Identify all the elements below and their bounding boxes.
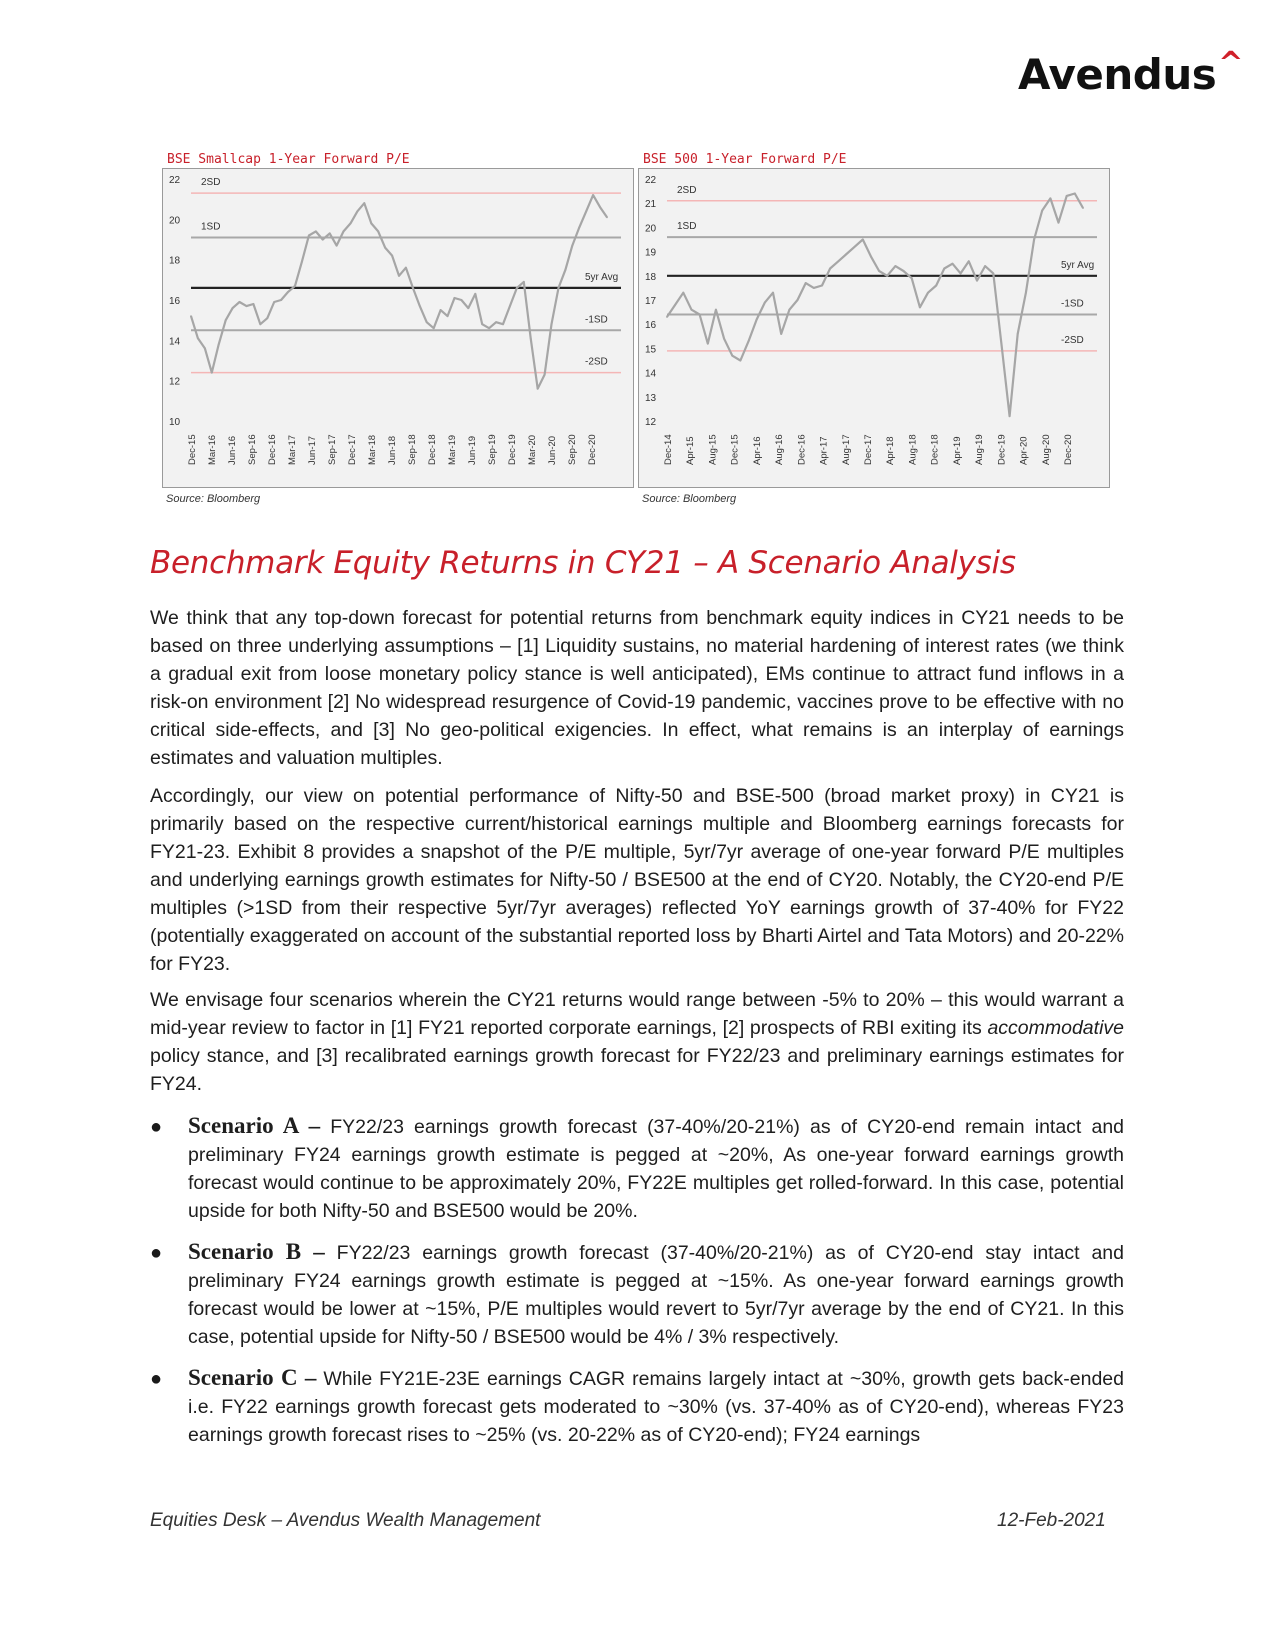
- paragraph-scenarios: [150, 986, 1124, 1098]
- y-tick-label: 16: [169, 296, 181, 307]
- chart-smallcap-pe: [162, 168, 634, 488]
- data-point: [837, 260, 839, 262]
- x-tick-label: Dec-15: [187, 434, 198, 465]
- data-point: [715, 309, 717, 311]
- x-tick-label: Mar-19: [447, 434, 458, 465]
- data-point: [530, 337, 532, 339]
- y-tick-label: 17: [645, 296, 657, 307]
- data-point: [447, 315, 449, 317]
- y-tick-label: 12: [169, 376, 181, 388]
- data-point: [886, 275, 888, 277]
- reference-line-label: 1SD: [201, 221, 221, 233]
- data-point: [253, 303, 255, 305]
- data-point: [606, 216, 608, 218]
- data-point: [467, 307, 469, 309]
- avendus-logo: [1018, 46, 1243, 99]
- data-point: [935, 285, 937, 287]
- data-point: [509, 305, 511, 307]
- chart-title-smallcap: BSE Smallcap 1-Year Forward P/E: [167, 152, 410, 167]
- data-point: [780, 333, 782, 335]
- data-point: [764, 302, 766, 304]
- data-point: [211, 372, 213, 374]
- data-point: [350, 222, 352, 224]
- data-point: [976, 280, 978, 282]
- x-tick-label: Dec-16: [267, 434, 278, 465]
- chart-source-bse500: Source: Bloomberg: [642, 493, 737, 505]
- reference-line-label: -1SD: [1061, 298, 1084, 310]
- chart-title-bse500: BSE 500 1-Year Forward P/E: [643, 152, 847, 167]
- x-tick-label: Dec-17: [347, 434, 358, 465]
- data-point: [558, 287, 560, 289]
- bullet-text: [188, 1238, 1124, 1351]
- paragraph-scenarios-part1: We envisage four scenarios wherein the CY21 returns would range between -5% to 20% – this would warrant a mid-year review to factor in [1] FY21 reported corporate earnings, [2] prospects of RBI exiting its: [150, 989, 1124, 1039]
- reference-line-label: -2SD: [1061, 334, 1084, 346]
- data-point: [440, 309, 442, 311]
- data-point: [502, 323, 504, 325]
- x-tick-label: Dec-19: [996, 434, 1008, 465]
- x-tick-label: Aug-18: [907, 434, 919, 465]
- data-point: [329, 233, 331, 235]
- data-point: [266, 317, 268, 319]
- bullet-text: [188, 1112, 1124, 1225]
- data-point: [454, 297, 456, 299]
- data-point: [218, 343, 220, 345]
- data-point: [412, 287, 414, 289]
- bullet-dot-icon: ●: [150, 1242, 163, 1264]
- bullet-body: While FY21E-23E earnings CAGR remains largely intact at ~30%, growth gets back-ended i.e. FY22 earnings growth forecast gets moderated to ~30% (vs. 37-40% as of CY20-end), whereas FY23 earnings growth forecast rises to ~25% (vs. 20-22% as of CY20-end); FY24 earnings: [188, 1368, 1124, 1446]
- data-point: [1017, 333, 1019, 335]
- x-tick-label: Dec-16: [796, 434, 808, 465]
- data-point: [190, 315, 192, 317]
- data-point: [384, 247, 386, 249]
- data-point: [666, 316, 668, 318]
- bullet-body: FY22/23 earnings growth forecast (37-40%/20-21%) as of CY20-end remain intact and preliminary FY24 earnings growth estimate is pegged at ~20%, As one-year forward earnings growth forecast would continue to be approximately 20%, FY22E multiples get rolled-forward. In this case, potential upside for both Nifty-50 and BSE500 would be 20%.: [188, 1116, 1125, 1222]
- data-point: [294, 285, 296, 287]
- data-point: [1074, 193, 1076, 195]
- data-point: [691, 309, 693, 311]
- bullet-dot-icon: ●: [150, 1116, 163, 1138]
- section-heading: Benchmark Equity Returns in CY21 – A Scenario Analysis: [150, 545, 1016, 581]
- y-tick-label: 20: [169, 215, 181, 227]
- x-tick-label: Aug-17: [840, 434, 852, 465]
- data-point: [1001, 343, 1003, 345]
- data-point: [495, 321, 497, 323]
- data-point: [204, 348, 206, 350]
- x-tick-label: Aug-16: [774, 434, 786, 465]
- data-point: [363, 202, 365, 204]
- data-point: [788, 309, 790, 311]
- data-point: [551, 323, 553, 325]
- data-point: [197, 337, 199, 339]
- data-point: [523, 281, 525, 283]
- data-point: [273, 301, 275, 303]
- chart-svg: [163, 169, 633, 487]
- reference-line-label: 5yr Avg: [1061, 259, 1095, 271]
- bullet-dot-icon: ●: [150, 1368, 163, 1390]
- x-tick-label: Dec-15: [729, 434, 741, 465]
- data-point: [599, 206, 601, 208]
- x-tick-label: Dec-18: [929, 434, 941, 465]
- data-point: [740, 360, 742, 362]
- x-tick-label: Jun-19: [467, 435, 478, 465]
- data-point: [488, 327, 490, 329]
- data-point: [821, 285, 823, 287]
- chart-svg: [639, 169, 1109, 487]
- y-tick-label: 22: [645, 175, 657, 186]
- data-point: [1082, 207, 1084, 209]
- data-point: [1009, 415, 1011, 417]
- data-point: [419, 305, 421, 307]
- x-tick-label: Mar-20: [527, 434, 538, 465]
- data-point: [943, 268, 945, 270]
- x-tick-label: Dec-18: [427, 434, 438, 465]
- data-point: [674, 304, 676, 306]
- x-tick-label: Sep-19: [487, 434, 498, 465]
- data-point: [862, 239, 864, 241]
- x-tick-label: Apr-17: [818, 436, 830, 465]
- logo-caret-icon: ^: [1218, 46, 1243, 81]
- bullet-label: Scenario A –: [188, 1113, 321, 1138]
- x-tick-label: Dec-14: [663, 434, 674, 465]
- data-point: [433, 327, 435, 329]
- x-tick-label: Apr-20: [1018, 436, 1030, 465]
- data-point: [232, 307, 234, 309]
- reference-line-label: -2SD: [585, 356, 608, 368]
- data-point: [571, 245, 573, 247]
- data-point: [952, 263, 954, 265]
- x-tick-label: Aug-19: [974, 434, 986, 465]
- data-point: [544, 374, 546, 376]
- data-point: [829, 268, 831, 270]
- data-point: [336, 245, 338, 247]
- x-tick-label: Dec-17: [863, 434, 874, 465]
- data-point: [370, 222, 372, 224]
- data-point: [343, 231, 345, 233]
- data-point: [280, 299, 282, 301]
- data-point: [578, 227, 580, 229]
- data-point: [878, 270, 880, 272]
- bullet-text: [188, 1364, 1124, 1449]
- x-tick-label: Jun-16: [227, 435, 238, 465]
- x-tick-label: Jun-18: [387, 435, 398, 465]
- data-point: [699, 314, 701, 316]
- reference-line-label: 2SD: [201, 177, 221, 189]
- reference-line-label: 2SD: [677, 184, 697, 196]
- bullet-label: Scenario B –: [188, 1239, 325, 1264]
- x-tick-label: Dec-19: [507, 434, 518, 465]
- data-point: [287, 291, 289, 293]
- data-point: [846, 253, 848, 255]
- x-tick-label: Dec-20: [587, 434, 598, 465]
- x-tick-label: Sep-18: [407, 434, 418, 465]
- data-point: [391, 255, 393, 257]
- data-point: [911, 277, 913, 279]
- data-point: [225, 319, 227, 321]
- y-tick-label: 14: [169, 336, 181, 348]
- data-point: [592, 194, 594, 196]
- footer-desk: Equities Desk – Avendus Wealth Management: [150, 1510, 541, 1531]
- data-point: [968, 260, 970, 262]
- data-point: [805, 282, 807, 284]
- data-point: [1041, 210, 1043, 212]
- y-tick-label: 16: [645, 320, 657, 332]
- data-point: [813, 287, 815, 289]
- x-tick-label: Apr-16: [751, 436, 763, 465]
- data-point: [322, 239, 324, 241]
- data-point: [246, 305, 248, 307]
- y-tick-label: 10: [169, 417, 181, 428]
- reference-line-label: 1SD: [677, 221, 697, 233]
- y-tick-label: 18: [169, 255, 181, 267]
- y-tick-label: 19: [645, 247, 657, 259]
- bullet-body: FY22/23 earnings growth forecast (37-40%/20-21%) as of CY20-end stay intact and preliminary FY24 earnings growth estimate is pegged at ~15%. As one-year forward earnings growth forecast would be lower at ~15%, P/E multiples would revert to 5yr/7yr average by the end of CY21. In this case, potential upside for Nifty-50 / BSE500 would be 4% / 3% respectively.: [188, 1242, 1124, 1348]
- x-tick-label: Apr-19: [951, 436, 963, 465]
- paragraph-view: Accordingly, our view on potential performance of Nifty-50 and BSE-500 (broad market proxy) in CY21 is primarily based on the respective current/historical earnings multiple and Bloomberg earnings forecasts for FY21-23. Exhibit 8 provides a snapshot of the P/E multiple, 5yr/7yr average of one-year forward P/E multiples and underlying earnings growth estimates for Nifty-50 / BSE500 at the end of CY20. Notably, the CY20-end P/E multiples (>1SD from their respective 5yr/7yr averages) reflected YoY earnings growth of 37-40% for FY22 (potentially exaggerated on account of the substantial reported loss by Bharti Airtel and Tata Motors) and 20-22% for FY23.: [150, 785, 1124, 975]
- data-point: [1049, 197, 1051, 199]
- x-tick-label: Sep-20: [567, 434, 578, 465]
- footer-date: 12-Feb-2021: [997, 1510, 1106, 1531]
- data-point: [748, 340, 750, 342]
- data-point: [992, 272, 994, 274]
- data-point: [682, 292, 684, 294]
- data-point: [1025, 292, 1027, 294]
- data-point: [960, 272, 962, 274]
- reference-line-label: 5yr Avg: [585, 271, 619, 283]
- x-tick-label: Aug-15: [707, 434, 719, 465]
- data-point: [377, 231, 379, 233]
- data-point: [870, 256, 872, 258]
- data-point: [756, 318, 758, 320]
- x-tick-label: Sep-16: [247, 434, 258, 465]
- data-point: [481, 323, 483, 325]
- data-point: [723, 338, 725, 340]
- data-point: [903, 270, 905, 272]
- data-point: [927, 292, 929, 294]
- y-tick-label: 15: [645, 344, 657, 356]
- data-point: [1066, 195, 1068, 197]
- chart-bse500-pe: [638, 168, 1110, 488]
- data-point: [1058, 222, 1060, 224]
- data-point: [461, 299, 463, 301]
- y-tick-label: 13: [645, 392, 657, 404]
- data-point: [894, 265, 896, 267]
- data-point: [398, 275, 400, 277]
- data-point: [1033, 239, 1035, 241]
- data-point: [772, 292, 774, 294]
- y-tick-label: 22: [169, 175, 181, 186]
- y-tick-label: 14: [645, 368, 657, 380]
- data-point: [405, 267, 407, 269]
- y-tick-label: 20: [645, 223, 657, 235]
- reference-line-label: -1SD: [585, 314, 608, 326]
- x-tick-label: Aug-20: [1040, 434, 1052, 465]
- x-tick-label: Mar-16: [207, 434, 218, 465]
- data-point: [308, 235, 310, 237]
- paragraph-assumptions: We think that any top-down forecast for potential returns from benchmark equity indices in CY21 needs to be based on three underlying assumptions – [1] Liquidity sustains, no material hardening of interest rates (we think a gradual exit from loose monetary policy stance is well anticipated), EMs continue to attract fund inflows in a risk-on environment [2] No widespread resurgence of Covid-19 pandemic, vaccines prove to be effective with no critical side-effects, and [3] No geo-political exigencies. In effect, what remains is an interplay of earnings estimates and valuation multiples.: [150, 607, 1124, 769]
- x-tick-label: Apr-15: [685, 436, 697, 465]
- data-point: [731, 355, 733, 357]
- chart-source-smallcap: Source: Bloomberg: [166, 493, 261, 505]
- y-tick-label: 21: [645, 199, 657, 211]
- data-point: [537, 388, 539, 390]
- bullet-label: Scenario C –: [188, 1365, 317, 1390]
- x-tick-label: Dec-20: [1063, 434, 1074, 465]
- paragraph-scenarios-part2: policy stance, and [3] recalibrated earnings growth forecast for FY22/23 and preliminary earnings estimates for FY24.: [150, 1045, 1124, 1095]
- data-point: [259, 323, 261, 325]
- x-tick-label: Mar-18: [367, 434, 378, 465]
- x-tick-label: Jun-20: [547, 435, 558, 465]
- x-tick-label: Jun-17: [307, 435, 318, 465]
- paragraph-scenarios-emphasis: accommodative: [987, 1017, 1124, 1039]
- data-point: [516, 287, 518, 289]
- logo-text: Avendus: [1018, 50, 1217, 99]
- data-point: [565, 269, 567, 271]
- data-point: [984, 265, 986, 267]
- data-point: [585, 210, 587, 212]
- data-point: [315, 231, 317, 233]
- data-point: [357, 210, 359, 212]
- data-point: [426, 321, 428, 323]
- y-tick-label: 12: [645, 417, 657, 428]
- data-point: [474, 293, 476, 295]
- data-point: [919, 306, 921, 308]
- data-point: [707, 343, 709, 345]
- x-tick-label: Apr-18: [885, 436, 897, 465]
- x-tick-label: Sep-17: [327, 434, 338, 465]
- x-tick-label: Mar-17: [287, 434, 298, 465]
- data-point: [797, 299, 799, 301]
- data-point: [239, 301, 241, 303]
- y-tick-label: 18: [645, 271, 657, 283]
- data-point: [854, 246, 856, 248]
- data-point: [301, 261, 303, 263]
